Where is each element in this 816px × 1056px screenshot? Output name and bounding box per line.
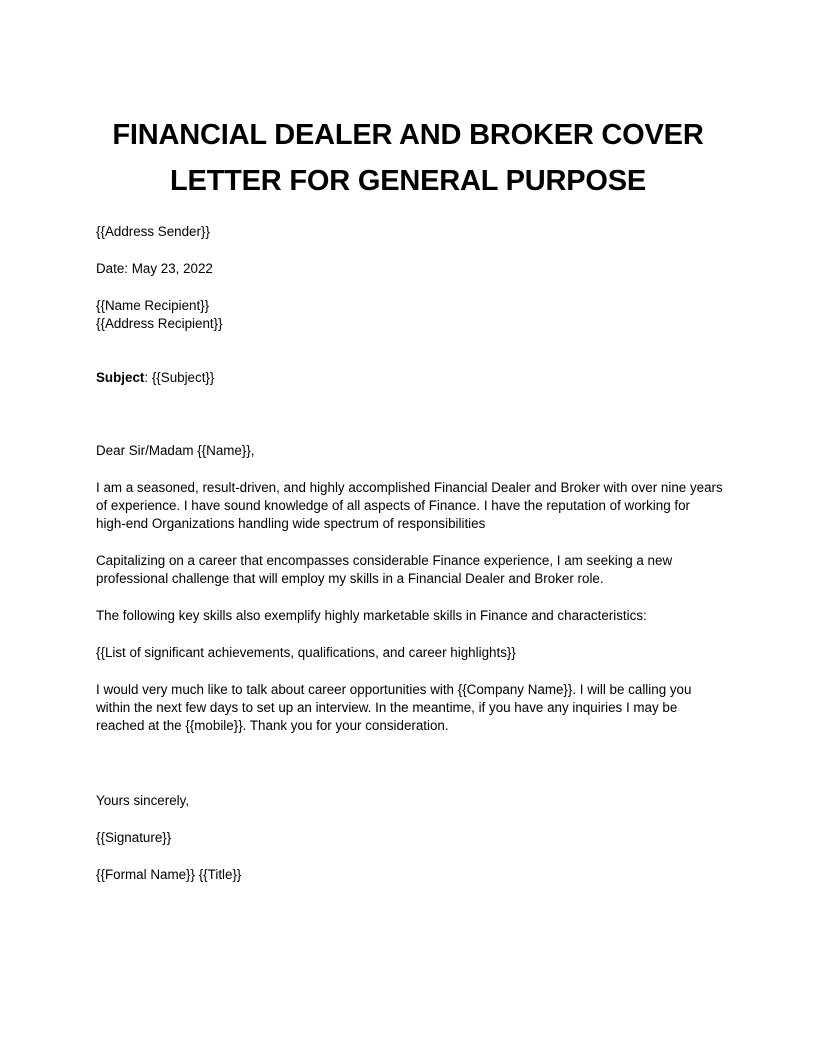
- subject-value: : {{Subject}}: [144, 370, 215, 385]
- formal-name-title: {{Formal Name}} {{Title}}: [96, 867, 242, 882]
- salutation: Dear Sir/Madam {{Name}},: [96, 443, 255, 458]
- recipient-block: [96, 297, 736, 333]
- paragraph-3: The following key skills also exemplify highly marketable skills in Finance and characteristics:: [96, 608, 647, 623]
- signature: {{Signature}}: [96, 830, 172, 845]
- document-title: [96, 112, 720, 204]
- paragraph-2-line-2: professional challenge that will employ my skills in a Financial Dealer and Broker role.: [96, 571, 604, 586]
- paragraph-5-line-1: I would very much like to talk about career opportunities with {{Company Name}}. I will be calling you: [96, 682, 692, 697]
- letter-date: Date: May 23, 2022: [96, 261, 213, 276]
- paragraph-2: [96, 552, 736, 588]
- subject-line: [96, 369, 736, 387]
- paragraph-1: [96, 479, 736, 533]
- closing: Yours sincerely,: [96, 793, 190, 808]
- paragraph-1-line-3: high-end Organizations handling wide spectrum of responsibilities: [96, 516, 486, 531]
- paragraph-5-line-3: reached at the {{mobile}}. Thank you for your consideration.: [96, 718, 449, 733]
- paragraph-1-line-2: of experience. I have sound knowledge of all aspects of Finance. I have the reputation of working for: [96, 498, 691, 513]
- paragraph-5-line-2: within the next few days to set up an interview. In the meantime, if you have any inquiries I may be: [96, 700, 678, 715]
- address-sender: {{Address Sender}}: [96, 224, 210, 239]
- title-line-1: FINANCIAL DEALER AND BROKER COVER: [112, 119, 704, 151]
- paragraph-5: [96, 681, 736, 735]
- paragraph-4: {{List of significant achievements, qualifications, and career highlights}}: [96, 645, 516, 660]
- name-recipient: {{Name Recipient}}: [96, 298, 210, 313]
- subject-label: Subject: [96, 370, 145, 385]
- title-line-2: LETTER FOR GENERAL PURPOSE: [169, 165, 647, 197]
- address-recipient: {{Address Recipient}}: [96, 316, 223, 331]
- paragraph-2-line-1: Capitalizing on a career that encompasses considerable Finance experience, I am seeking a new: [96, 553, 673, 568]
- paragraph-1-line-1: I am a seasoned, result-driven, and highly accomplished Financial Dealer and Broker with over nine years: [96, 480, 723, 495]
